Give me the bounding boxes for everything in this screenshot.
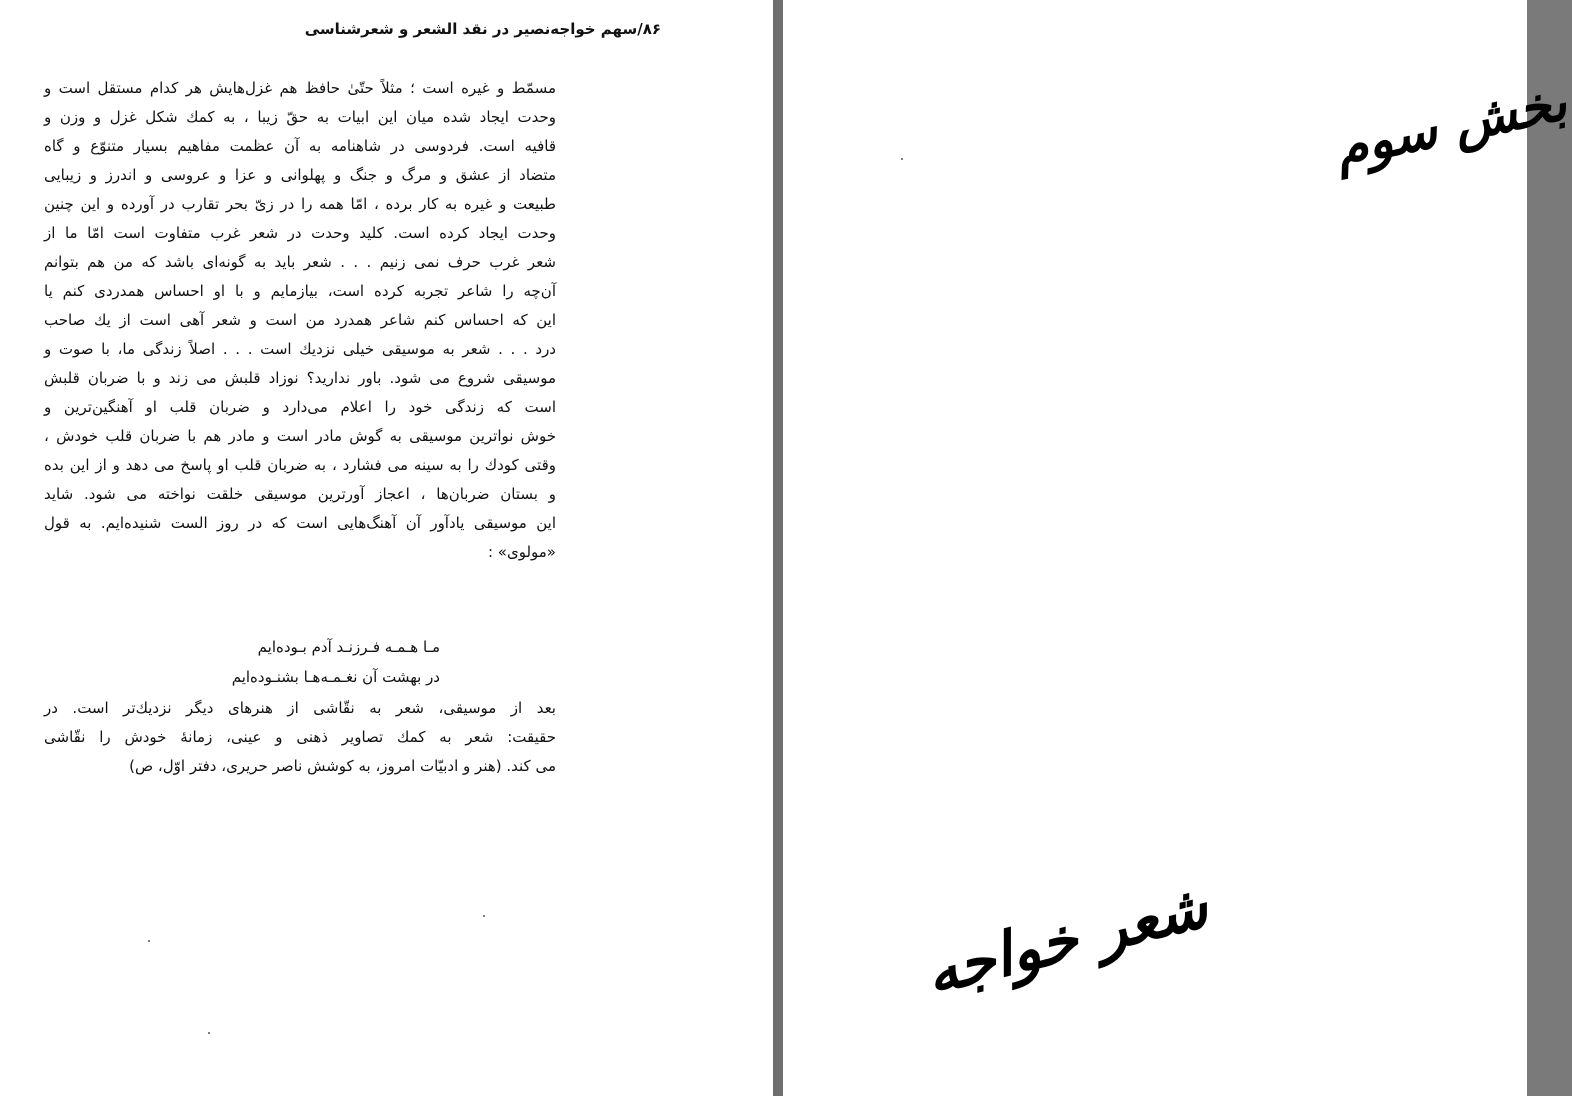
right-page — [783, 0, 1572, 1096]
text-line: مسمّط و غیره است ؛ مثلاً حتّیٰ حافظ هم غزل‌هایش هر کدام مستقل است و — [44, 79, 556, 97]
text-line: وحدت ایجاد کرده است. کلید وحدت در شعر غرب متفاوت است امّا ما از — [44, 224, 556, 242]
paragraph-2 — [44, 694, 556, 781]
text-line: قافیه است. فردوسی در شاهنامه به آن عظمت مفاهیم بسیار متنوّع و گاه — [44, 137, 556, 155]
running-head: ۸۶/سهم خواجه‌نصیر در نقد الشعر و شعرشناسی — [304, 20, 661, 38]
text-line: وقتی کودك را به سینه می فشارد ، به ضربان قلب او پاسخ می دهد و از این بده — [44, 456, 556, 474]
scan-speck — [148, 940, 150, 942]
scan-speck — [483, 915, 485, 917]
text-line: «مولوی» : — [487, 543, 556, 561]
paragraph — [44, 74, 556, 567]
text-line: این که احساس کنم شاعر همدرد من است و شعر آهی است از یك صاحب — [44, 311, 556, 329]
text-line: متضاد از عشق و مرگ و جنگ و پهلوانی و عزا و عروسی و اندرز و زیبایی — [44, 166, 556, 184]
text-line: موسیقی شروع می شود. باور ندارید؟ نوزاد قلبش می زند و با ضربان قلبش — [44, 369, 556, 387]
part-title: شعر خواجه — [918, 871, 1215, 1009]
text-line: می کند. (هنر و ادبیّات امروز، به کوشش ناصر حریری، دفتر اوّل، ص) — [129, 757, 556, 775]
text-line: حقیقت: شعر به کمك تصاویر ذهنی و عینی، زمانهٔ خودش را نقّاشی — [44, 728, 556, 746]
scan-speck — [901, 158, 903, 160]
verse-line: در بهشت آن نغـمـه‌هـا بشنـوده‌ایم — [231, 668, 440, 686]
page-gutter — [773, 0, 783, 1096]
text-line: درد . . . شعر به موسیقی خیلی نزدیك است . . . اصلاً زندگی ما، با صوت و — [44, 340, 556, 358]
text-line: طبیعت و غیره به کار برده ، امّا همه را در زیّ بحر تقارب در آورده و این چنین — [44, 195, 556, 213]
verse-line: مـا هـمـه فـرزنـد آدم بـوده‌ایم — [257, 638, 440, 656]
text-line: آن‌چه را شاعر تجربه کرده است، بیازمایم و با او احساس همدردی کنم یا — [44, 282, 556, 300]
left-page — [0, 0, 773, 1096]
text-line: این موسیقی یادآور آن آهنگ‌هایی است که در روز الست شنیده‌ایم. به قول — [44, 514, 556, 532]
text-line: وحدت ایجاد شده میان این ابیات به حقّ زیبا ، به کمك شکل غزل و وزن و — [44, 108, 556, 126]
section-title: بخش سوم — [1329, 71, 1572, 180]
poem-verses — [150, 632, 440, 692]
text-line: خوش نواترین موسیقی به گوش مادر است و مادر هم با ضربان قلب خودش ، — [44, 427, 556, 445]
text-line: و بستان ضربان‌ها ، اعجاز آورترین موسیقی خلقت نواخته می شود. شاید — [44, 485, 556, 503]
text-line: شعر غرب حرف نمی زنیم . . . شعر باید به گونه‌ای باشد که من هم بتوانم — [44, 253, 556, 271]
text-line: است که زندگی خود را اعلام می‌دارد و ضربان قلب او آهنگین‌ترین و — [44, 398, 556, 416]
scan-speck — [208, 1032, 210, 1034]
text-line: بعد از موسیقی، شعر به نقّاشی از هنرهای دیگر نزدیك‌تر است. در — [44, 699, 556, 717]
